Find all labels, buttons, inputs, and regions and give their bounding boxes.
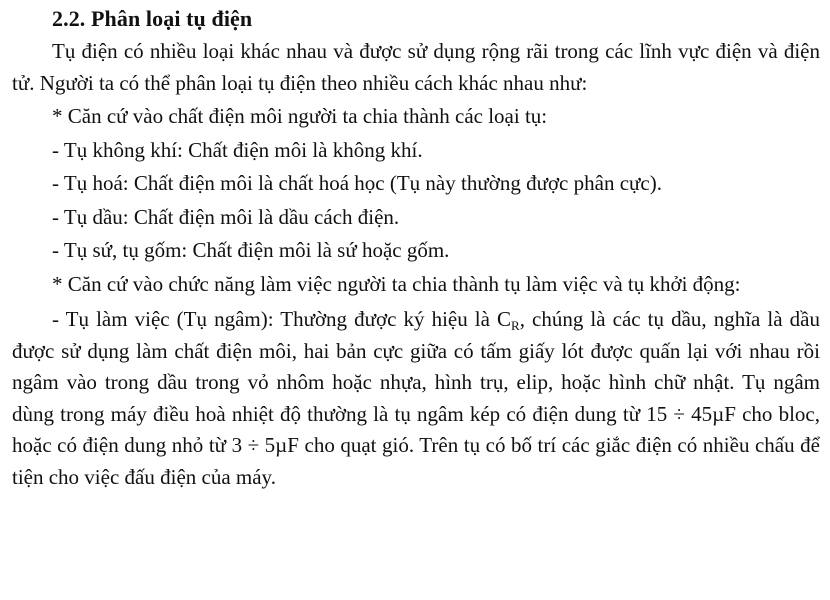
working-capacitor-lead: - Tụ làm việc (Tụ ngâm): Thường được ký hiệu là C [52, 307, 512, 331]
list-item-electrolytic-capacitor: - Tụ hoá: Chất điện môi là chất hoá học (Tụ này thường được phân cực). [52, 171, 662, 195]
working-capacitor-subscript: R [511, 318, 520, 333]
list-item-oil-capacitor: - Tụ dầu: Chất điện môi là dầu cách điện. [52, 204, 400, 229]
document-page [12, 4, 820, 493]
criterion-dielectric: * Căn cứ vào chất điện môi người ta chia thành các loại tụ: [52, 104, 548, 128]
list-item-ceramic-capacitor: - Tụ sứ, tụ gốm: Chất điện môi là sứ hoặc gốm. [52, 238, 450, 262]
working-capacitor-rest: , chúng là các tụ dầu, nghĩa là dầu được sử dụng làm chất điện môi, hai bản cực giữa có tấm giấy lót được quấn lại với nhau rồi ngâm vào trong dầu trong vỏ nhôm hoặc nhựa, hình trụ, elip, hoặc hình chữ nhật. Tụ ngâm dùng trong máy điều hoà nhiệt độ thường là tụ ngâm kép có điện dung từ 15 ÷ 45µF cho bloc, hoặc có điện dung nhỏ từ 3 ÷ 5µF cho quạt gió. Trên tụ có bố trí các giắc điện có nhiều chấu để tiện cho việc đấu điện của máy. [12, 307, 820, 489]
section-heading: 2.2. Phân loại tụ điện [52, 6, 253, 31]
list-item-air-capacitor: - Tụ không khí: Chất điện môi là không khí. [52, 137, 423, 162]
working-capacitor-paragraph [12, 304, 820, 493]
intro-paragraph: Tụ điện có nhiều loại khác nhau và được sử dụng rộng rãi trong các lĩnh vực điện và điện tử. Người ta có thể phân loại tụ điện theo nhiều cách khác nhau như: [12, 39, 820, 95]
criterion-function: * Căn cứ vào chức năng làm việc người ta chia thành tụ làm việc và tụ khởi động: [52, 271, 741, 296]
